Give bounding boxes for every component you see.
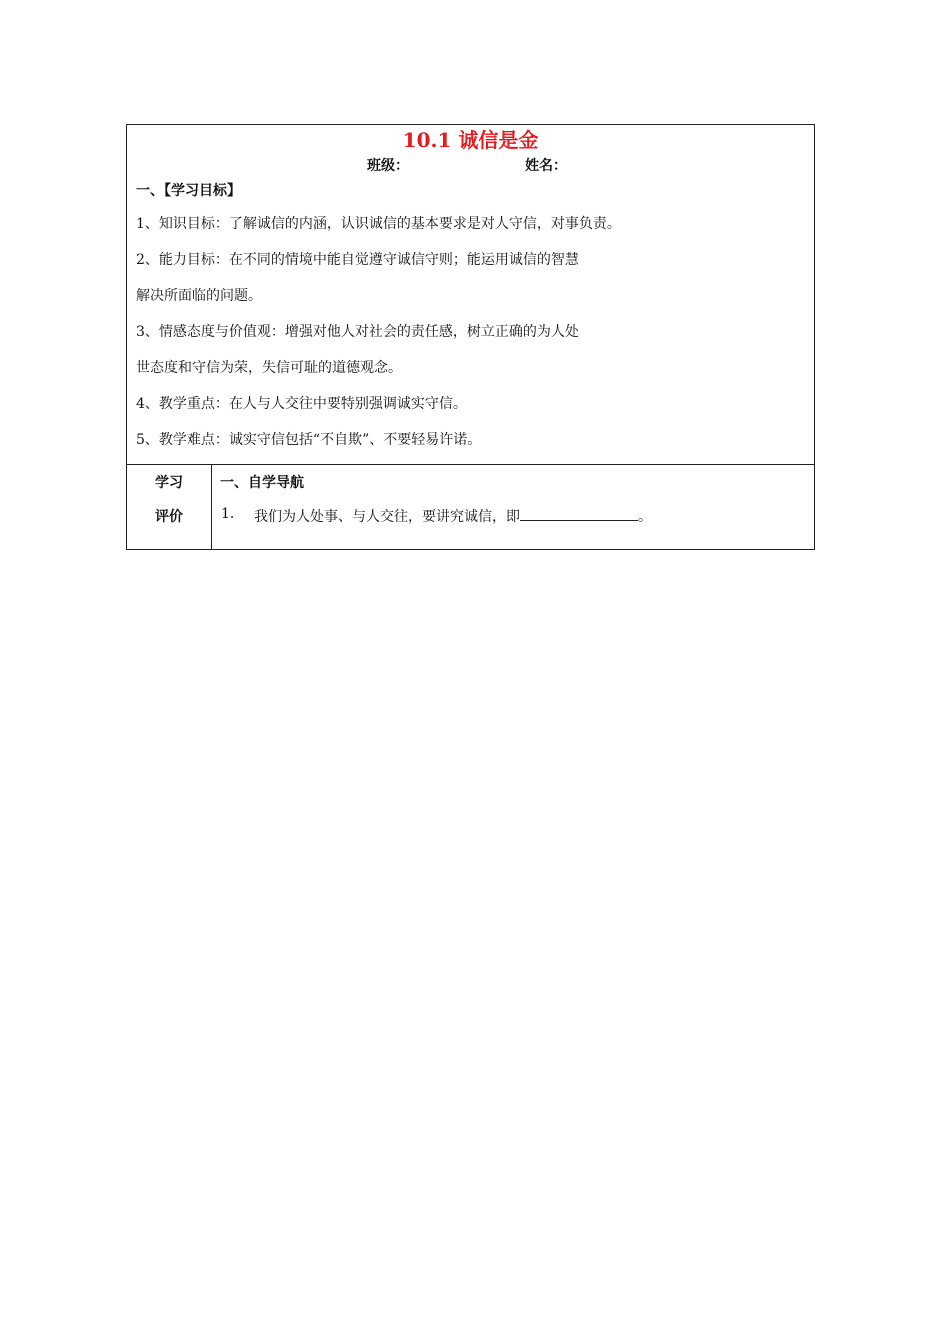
objective-line: 5、教学难点：诚实守信包括“不自欺”、不要轻易许诺。 xyxy=(136,432,482,448)
objective-line: 2、能力目标：在不同的情境中能自觉遵守诚信守则；能运用诚信的智慧 xyxy=(136,252,579,268)
name-label: 姓名： xyxy=(525,158,567,174)
objective-line: 世态度和守信为荣，失信可耻的道德观念。 xyxy=(136,360,402,376)
class-label: 班级： xyxy=(367,158,409,174)
objective-line: 1、知识目标：了解诚信的内涵，认识诚信的基本要求是对人守信，对事负责。 xyxy=(136,216,621,232)
self-study-cell xyxy=(212,465,814,549)
side-label-study: 学习 xyxy=(155,475,183,491)
question-end: 。 xyxy=(638,509,652,525)
objective-line: 解决所面临的问题。 xyxy=(136,288,262,304)
page-title: 10.1 诚信是金 xyxy=(402,128,539,152)
self-study-row xyxy=(127,465,814,549)
question-number: 1. xyxy=(221,506,235,522)
objective-line: 4、教学重点：在人与人交往中要特别强调诚实守信。 xyxy=(136,396,467,412)
self-study-heading: 一、自学导航 xyxy=(220,475,304,491)
question-text xyxy=(254,506,652,526)
side-label-evaluation: 评价 xyxy=(155,509,183,525)
side-label-cell xyxy=(127,465,212,549)
answer-blank[interactable] xyxy=(520,506,638,521)
question-prompt: 我们为人处事、与人交往，要讲究诚信，即 xyxy=(254,509,520,525)
section-heading-objectives: 一、【学习目标】 xyxy=(136,183,241,199)
class-name-row xyxy=(127,155,814,175)
objectives-cell xyxy=(127,125,814,465)
objective-line: 3、情感态度与价值观：增强对他人对社会的责任感，树立正确的为人处 xyxy=(136,324,579,340)
lesson-table xyxy=(126,124,815,550)
